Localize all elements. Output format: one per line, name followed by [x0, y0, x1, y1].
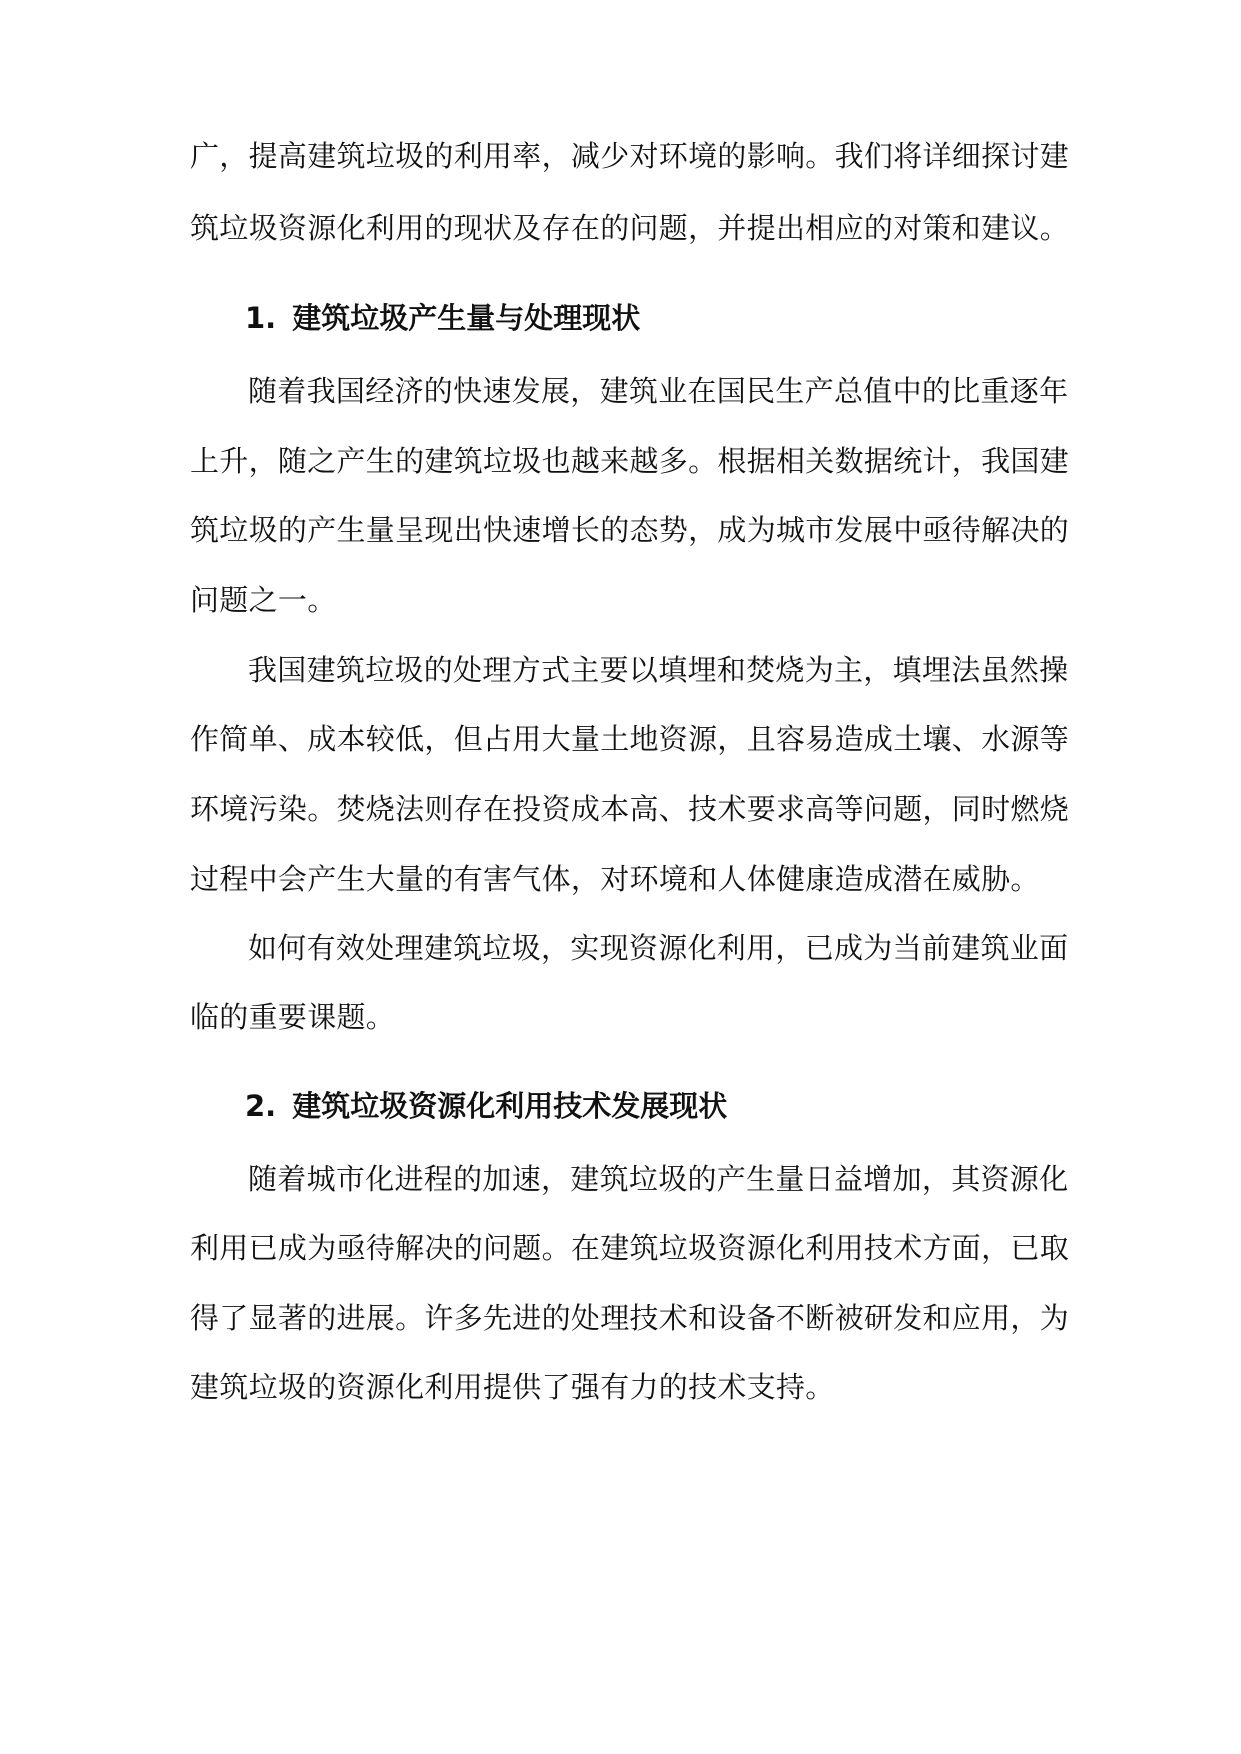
s2-p1-line-1: 随着城市化进程的加速，建筑垃圾的产生量日益增加，其资源化 [248, 1162, 1069, 1196]
section-1-title: 建筑垃圾产生量与处理现状 [292, 301, 641, 335]
s1-p2-line-4: 过程中会产生大量的有害气体，对环境和人体健康造成潜在威胁。 [190, 862, 1040, 896]
intro-line-2: 筑垃圾资源化利用的现状及存在的问题，并提出相应的对策和建议。 [190, 211, 1070, 245]
s1-p2-line-2: 作简单、成本较低，但占用大量土地资源，且容易造成土壤、水源等 [190, 722, 1070, 756]
s2-p1-line-4: 建筑垃圾的资源化利用提供了强有力的技术支持。 [190, 1370, 835, 1404]
s2-p1-line-3: 得了显著的进展。许多先进的处理技术和设备不断被研发和应用，为 [190, 1301, 1070, 1335]
intro-line-1: 广，提高建筑垃圾的利用率，减少对环境的影响。我们将详细探讨建 [190, 139, 1070, 173]
s1-p1-line-2: 上升，随之产生的建筑垃圾也越来越多。根据相关数据统计，我国建 [190, 444, 1070, 478]
s1-p1-line-1: 随着我国经济的快速发展，建筑业在国民生产总值中的比重逐年 [248, 374, 1069, 408]
s1-p2-line-1: 我国建筑垃圾的处理方式主要以填埋和焚烧为主，填埋法虽然操 [248, 653, 1069, 687]
s1-p1-line-4: 问题之一。 [190, 583, 337, 617]
section-2-title: 建筑垃圾资源化利用技术发展现状 [292, 1089, 728, 1123]
s1-p3-line-1: 如何有效处理建筑垃圾，实现资源化利用，已成为当前建筑业面 [248, 931, 1069, 965]
s1-p2-line-3: 环境污染。焚烧法则存在投资成本高、技术要求高等问题，同时燃烧 [190, 792, 1070, 826]
section-1-number: 1. [245, 301, 277, 335]
s1-p1-line-3: 筑垃圾的产生量呈现出快速增长的态势，成为城市发展中亟待解决的 [190, 513, 1070, 547]
s2-p1-line-2: 利用已成为亟待解决的问题。在建筑垃圾资源化利用技术方面，已取 [190, 1231, 1070, 1265]
s1-p3-line-2: 临的重要课题。 [190, 1000, 396, 1034]
section-2-number: 2. [245, 1089, 277, 1123]
section-1-heading [245, 298, 640, 338]
section-2-heading [245, 1086, 727, 1126]
